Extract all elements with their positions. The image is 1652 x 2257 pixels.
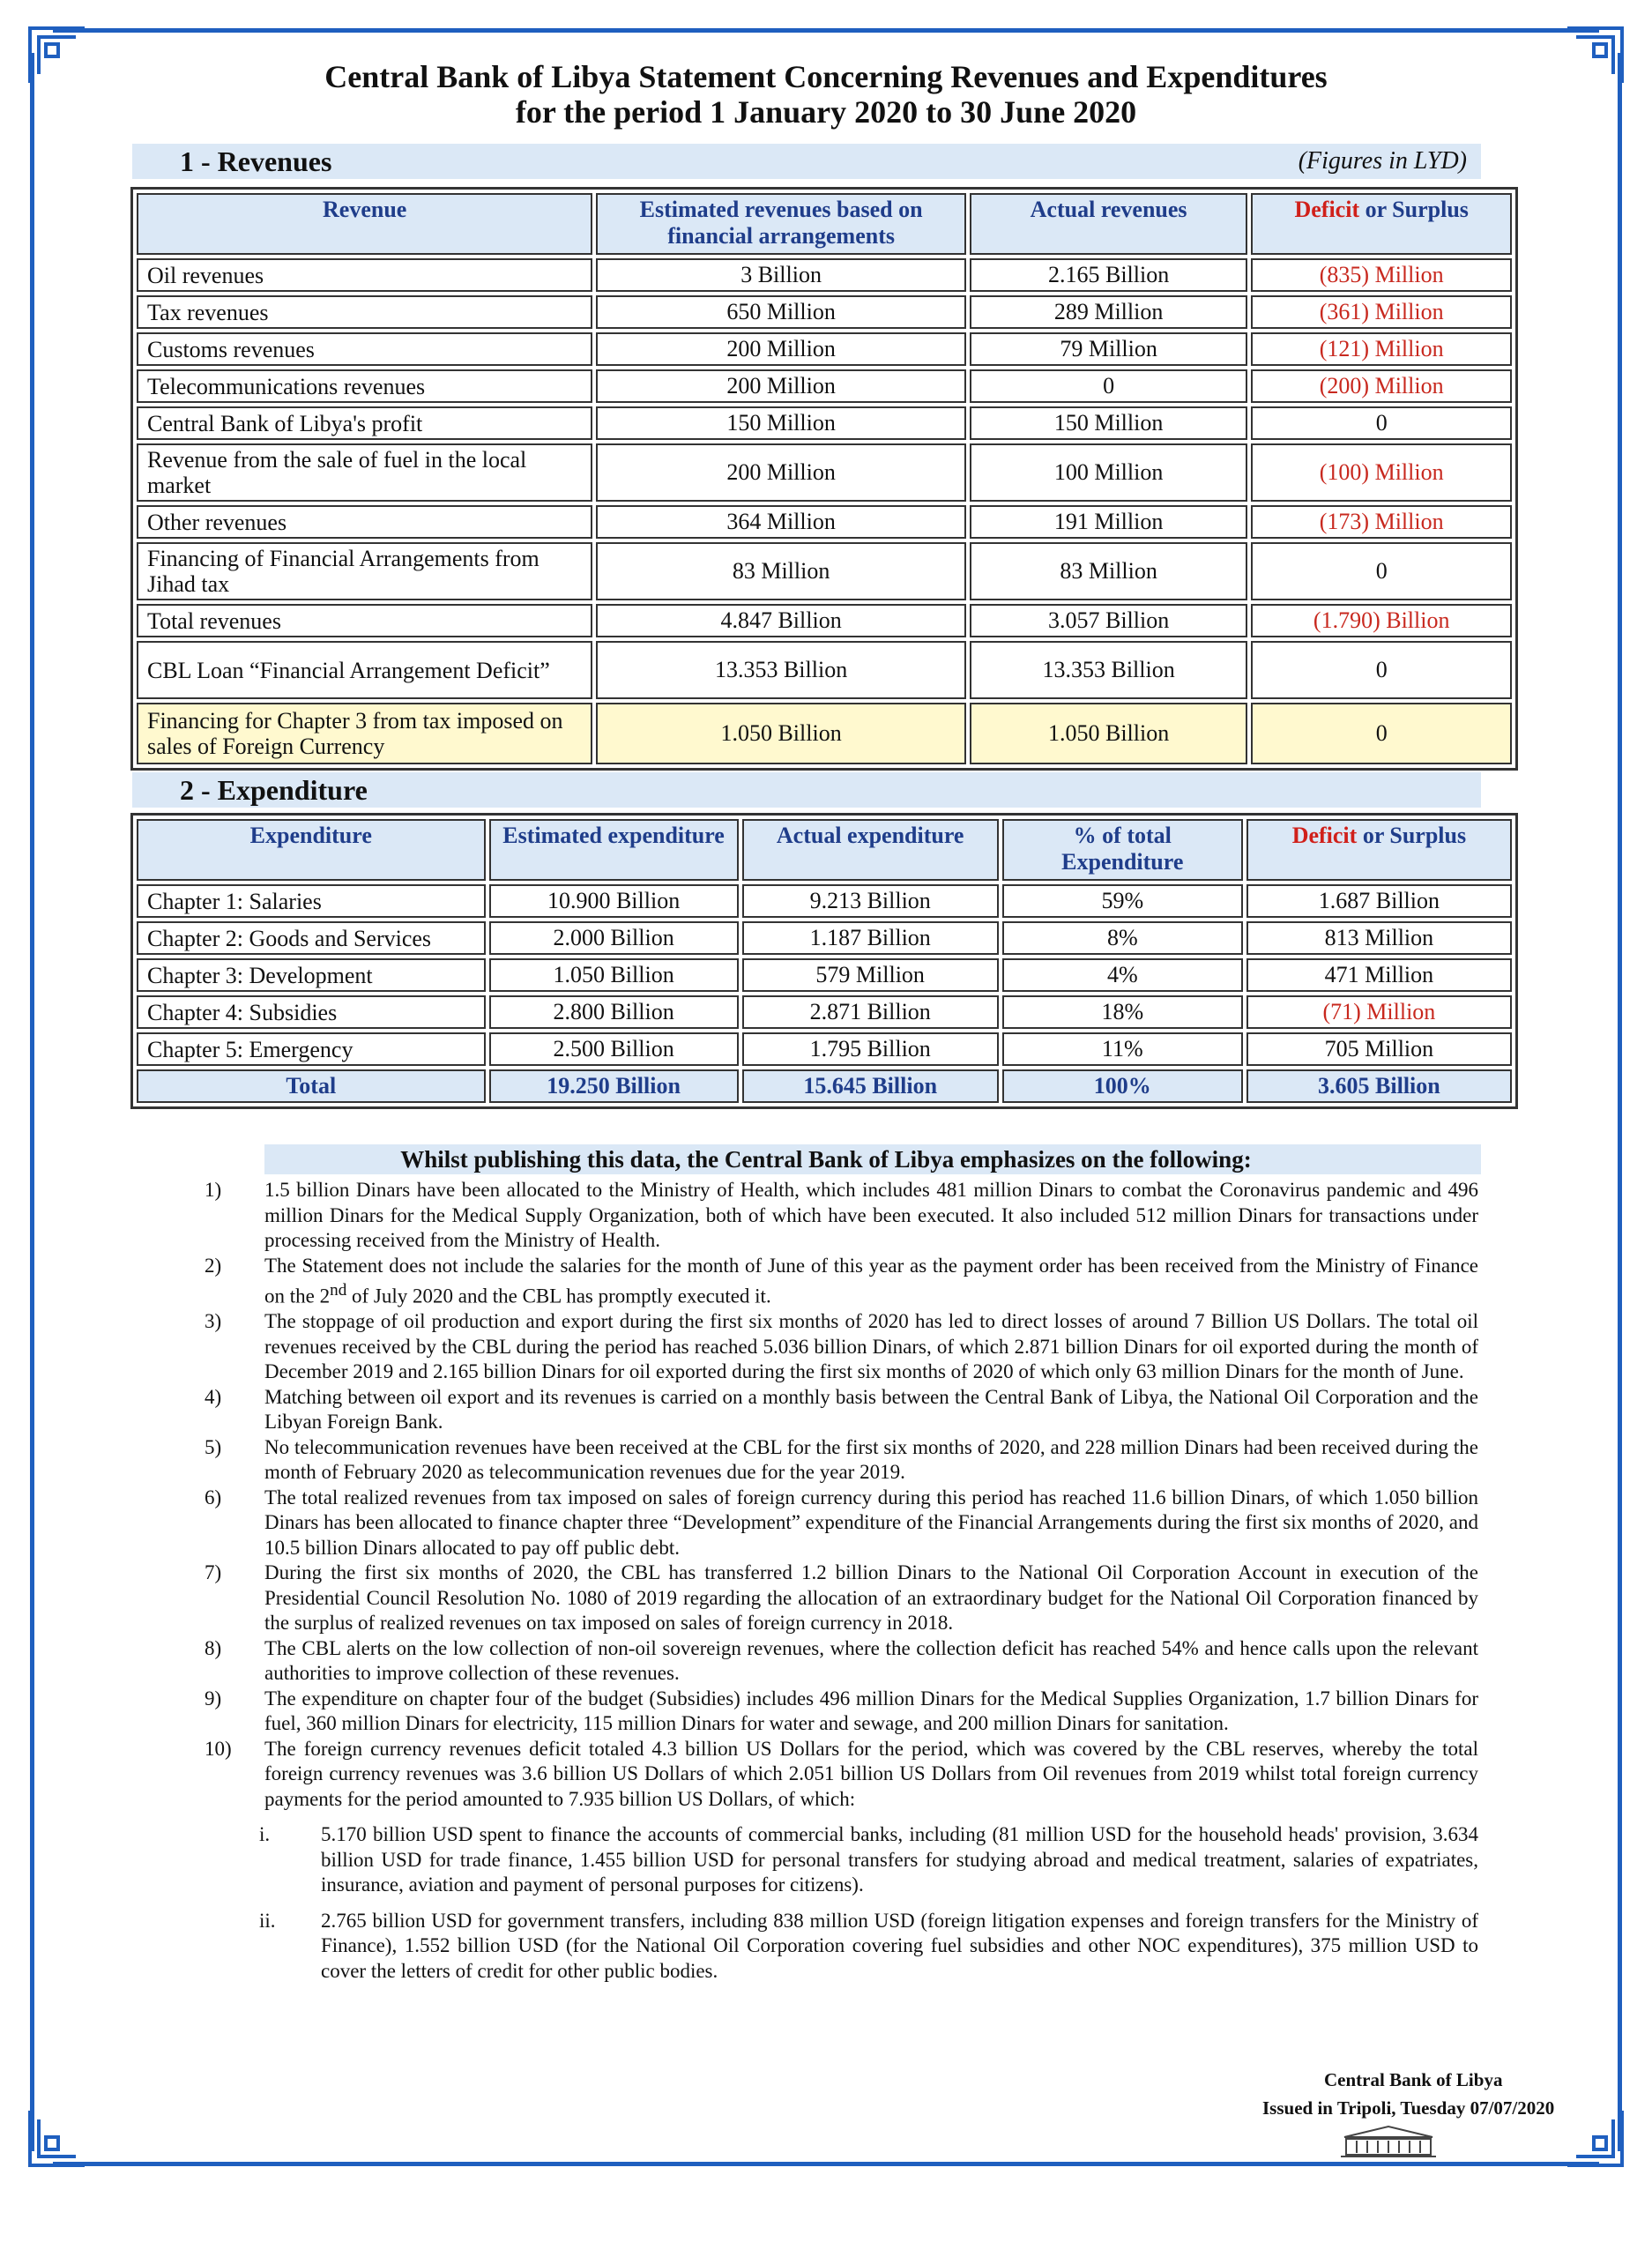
pct-total-value: 4% [1002,958,1243,992]
note-number: 4) [205,1385,222,1408]
expenditure-label: Chapter 4: Subsidies [137,995,486,1029]
note-text: The expenditure on chapter four of the budget (Subsidies) includes 496 million Dinars for the Medical Supplies Organization, 1.7 billion Dinars for fuel, 360 million Dinars for electricity, 115 million Dinars for water and sewage, and 200 million Dinars for sanitation. [264,1687,1478,1735]
document-title: Central Bank of Libya Statement Concerning Revenues and Expenditures [324,59,1328,94]
revenue-label: CBL Loan “Financial Arrangement Deficit” [137,641,592,699]
deficit-surplus-value: (71) Million [1246,995,1512,1029]
actual-expenditure-header: Actual expenditure [742,819,999,881]
expenditure-row [137,1032,1512,1066]
note-text: 1.5 billion Dinars have been allocated to the Ministry of Health, which includes 481 million Dinars to combat the Coronavirus pandemic and 496 million Dinars for the Medical Supply Organization, both of which have been executed. It also included 512 million Dinars for transactions under processing received from the Ministry of Health. [264,1179,1478,1251]
deficit-surplus-value: (1.790) Billion [1251,604,1512,637]
revenue-label: Customs revenues [137,332,592,366]
total-estimated-value: 19.250 Billion [489,1069,739,1103]
estimated-expenditure-value: 1.050 Billion [489,958,739,992]
actual-revenue-value: 3.057 Billion [970,604,1248,637]
pct-total-value: 59% [1002,884,1243,918]
notes-list [205,1178,1478,1984]
estimated-expenditure-value: 2.500 Billion [489,1032,739,1066]
signature-issued: Issued in Tripoli, Tuesday 07/07/2020 [1262,2097,1555,2119]
actual-revenue-value: 13.353 Billion [970,641,1248,699]
subnote-text: 2.765 billion USD for government transfers, including 838 million USD (foreign litigation expenses and foreign transfers for the Ministry of Finance), 1.552 billion USD (for the National Oil Corporation covering fuel subsidies and other NOC expenditures), 375 million USD to cover the letters of credit for other public bodies. [321,1909,1478,1982]
expenditure-section-title: 2 - Expenditure [180,774,368,806]
total-actual-value: 15.645 Billion [742,1069,999,1103]
frame-border-top [53,28,1599,33]
estimated-revenue-value: 200 Million [596,369,965,403]
revenue-label: Total revenues [137,604,592,637]
signature-bank: Central Bank of Libya [1324,2069,1503,2090]
actual-revenue-value: 83 Million [970,542,1248,600]
estimated-revenue-value: 83 Million [596,542,965,600]
revenue-label: Other revenues [137,505,592,539]
subnote-item [259,1909,1478,1985]
subnote-item [259,1822,1478,1898]
estimated-expenditure-value: 2.800 Billion [489,995,739,1029]
emphasis-title: Whilst publishing this data, the Central Bank of Libya emphasizes on the following: [400,1146,1252,1173]
actual-revenue-value: 0 [970,369,1248,403]
frame-border-bottom [53,2162,1599,2166]
actual-revenue-value: 100 Million [970,443,1248,502]
deficit-surplus-value: 471 Million [1246,958,1512,992]
note-text: During the first six months of 2020, the CBL has transferred 1.2 billion Dinars to the National Oil Corporation Account in execution of the Presidential Council Resolution No. 1080 of 2019 regarding the allocation of an extraordinary budget for the National Oil Corporation financed by the surplus of realized revenues on tax imposed on sales of foreign currency in 2018. [264,1561,1478,1635]
estimated-expenditure-value: 10.900 Billion [489,884,739,918]
deficit-surplus-value: (100) Million [1251,443,1512,502]
estimated-revenue-value: 4.847 Billion [596,604,965,637]
actual-revenues-header: Actual revenues [970,193,1248,255]
deficit-surplus-header: Deficit or Surplus [1246,819,1512,881]
revenue-label: Central Bank of Libya's profit [137,406,592,440]
note-item [205,1254,1478,1310]
actual-revenue-value: 150 Million [970,406,1248,440]
pct-total-value: 11% [1002,1032,1243,1066]
estimated-revenue-value: 13.353 Billion [596,641,965,699]
estimated-revenues-header: Estimated revenues based on financial arrangements [596,193,965,255]
note-text: The foreign currency revenues deficit totaled 4.3 billion US Dollars for the period, which was covered by the CBL reserves, whereby the total foreign currency revenues was 3.6 billion US Dollars of which 2.051 billion US Dollars from Oil revenues from 2019 whilst total foreign currency payments for the period amounted to 7.935 billion US Dollars, of which: [264,1737,1478,1810]
note-number: 9) [205,1687,222,1710]
note-text-superscript: nd [330,1281,347,1300]
note-number: 3) [205,1310,222,1333]
note-number: 7) [205,1561,222,1584]
revenue-row [137,505,1512,539]
estimated-revenue-value: 3 Billion [596,258,965,292]
expenditure-label: Chapter 2: Goods and Services [137,921,486,955]
note-number: 5) [205,1435,222,1458]
note-item [205,1561,1478,1636]
actual-revenue-value: 1.050 Billion [970,703,1248,764]
revenue-label: Financing of Financial Arrangements from Jihad tax [137,542,592,600]
actual-revenue-value: 79 Million [970,332,1248,366]
actual-expenditure-value: 2.871 Billion [742,995,999,1029]
revenues-table [130,187,1518,771]
expenditure-total-row [137,1069,1512,1103]
frame-border-right [1618,53,1622,2151]
subnote-number: ii. [259,1909,276,1932]
deficit-surplus-header: Deficit or Surplus [1251,193,1512,255]
actual-revenue-value: 289 Million [970,295,1248,329]
estimated-expenditure-value: 2.000 Billion [489,921,739,955]
note-item [205,1636,1478,1687]
deficit-surplus-value: 705 Million [1246,1032,1512,1066]
deficit-surplus-value: (121) Million [1251,332,1512,366]
revenue-label: Financing for Chapter 3 from tax imposed on sales of Foreign Currency [137,703,592,764]
deficit-surplus-value: 0 [1251,641,1512,699]
expenditure-table [130,813,1518,1109]
revenue-row [137,604,1512,637]
revenue-row [137,406,1512,440]
note-item [205,1385,1478,1435]
revenue-label: Telecommunications revenues [137,369,592,403]
revenue-row [137,258,1512,292]
note-text-part: The Statement does not include the salaries for the month of June of this year as the payment order has been received from the Ministry of Finance on the 2 [264,1254,1478,1307]
expenditure-row [137,884,1512,918]
actual-expenditure-value: 1.187 Billion [742,921,999,955]
pct-total-value: 8% [1002,921,1243,955]
estimated-revenue-value: 150 Million [596,406,965,440]
total-label-value: Total [137,1069,486,1103]
revenue-row [137,703,1512,764]
note-text [264,1254,1478,1310]
revenue-row [137,332,1512,366]
estimated-revenue-value: 200 Million [596,443,965,502]
revenue-row [137,369,1512,403]
note-item [205,1178,1478,1254]
deficit-surplus-value: (173) Million [1251,505,1512,539]
note-number: 1) [205,1179,222,1201]
bank-building-stamp-icon [1336,2125,1441,2160]
revenue-row [137,443,1512,502]
deficit-surplus-value: (835) Million [1251,258,1512,292]
deficit-surplus-value: (200) Million [1251,369,1512,403]
pct-total-expenditure-header: % of total Expenditure [1002,819,1243,881]
note-number: 6) [205,1486,222,1508]
revenue-header: Revenue [137,193,592,255]
revenue-row [137,295,1512,329]
subnote-text: 5.170 billion USD spent to finance the accounts of commercial banks, including (81 million USD for the household heads' provision, 3.634 billion USD for trade finance, 1.455 billion USD for personal transfers for studying abroad and medical treatment, salaries of expatriates, insurance, aviation and payment of personal purposes for citizens). [321,1823,1478,1896]
revenue-label: Revenue from the sale of fuel in the local market [137,443,592,502]
deficit-surplus-value: 813 Million [1246,921,1512,955]
revenues-section-bar [132,144,1481,179]
note-text: Matching between oil export and its revenues is carried on a monthly basis between the Central Bank of Libya, the National Oil Corporation and the Libyan Foreign Bank. [264,1385,1478,1434]
deficit-surplus-value: 0 [1251,406,1512,440]
total-pct-value: 100% [1002,1069,1243,1103]
estimated-revenue-value: 364 Million [596,505,965,539]
note-number: 8) [205,1636,222,1659]
expenditure-label: Chapter 1: Salaries [137,884,486,918]
deficit-surplus-value: 0 [1251,703,1512,764]
actual-expenditure-value: 1.795 Billion [742,1032,999,1066]
deficit-surplus-value: 0 [1251,542,1512,600]
document-subtitle: for the period 1 January 2020 to 30 June 2020 [515,94,1137,130]
expenditure-row [137,958,1512,992]
note-text: The stoppage of oil production and export during the first six months of 2020 has led to direct losses of around 7 Billion US Dollars. The total oil revenues received by the CBL during the period has reached 5.036 billion Dinars, of which 2.871 billion Dinars for oil exported during the month of December 2019 and 2.165 billion Dinars for oil exported during the first six months of 2020 of which only 63 million Dinars for the month of June. [264,1310,1478,1383]
note-text: The CBL alerts on the low collection of non-oil sovereign revenues, where the collection deficit has reached 54% and hence calls upon the relevant authorities to improve collection of these revenues. [264,1636,1478,1685]
actual-revenue-value: 2.165 Billion [970,258,1248,292]
frame-border-left [30,53,34,2151]
figures-note: (Figures in LYD) [1298,147,1467,175]
deficit-surplus-value: (361) Million [1251,295,1512,329]
revenues-section-title: 1 - Revenues [180,145,332,177]
expenditure-label: Chapter 5: Emergency [137,1032,486,1066]
total-diff-value: 3.605 Billion [1246,1069,1512,1103]
note-item [205,1737,1478,1813]
subnote-number: i. [259,1823,271,1846]
actual-expenditure-value: 9.213 Billion [742,884,999,918]
expenditure-header: Expenditure [137,819,486,881]
note-item [205,1687,1478,1737]
estimated-expenditure-header: Estimated expenditure [489,819,739,881]
deficit-surplus-value: 1.687 Billion [1246,884,1512,918]
note-item [205,1309,1478,1385]
note-number: 10) [205,1737,232,1760]
pct-total-value: 18% [1002,995,1243,1029]
note-number: 2) [205,1254,222,1277]
expenditure-label: Chapter 3: Development [137,958,486,992]
revenue-label: Oil revenues [137,258,592,292]
corner-ornament-icon [1564,2107,1626,2169]
corner-ornament-icon [26,2107,88,2169]
estimated-revenue-value: 200 Million [596,332,965,366]
revenue-row [137,641,1512,699]
estimated-revenue-value: 650 Million [596,295,965,329]
revenue-label: Tax revenues [137,295,592,329]
estimated-revenue-value: 1.050 Billion [596,703,965,764]
actual-revenue-value: 191 Million [970,505,1248,539]
note-item [205,1486,1478,1561]
note-item [205,1435,1478,1486]
note-text-part: of July 2020 and the CBL has promptly executed it. [346,1285,771,1307]
expenditure-row [137,995,1512,1029]
expenditure-row [137,921,1512,955]
actual-expenditure-value: 579 Million [742,958,999,992]
revenue-row [137,542,1512,600]
note-text: No telecommunication revenues have been received at the CBL for the first six months of 2020, and 228 million Dinars had been received during the month of February 2020 as telecommunication revenues due for the year 2019. [264,1435,1478,1484]
note-text: The total realized revenues from tax imposed on sales of foreign currency during this period has reached 11.6 billion Dinars, of which 1.050 billion Dinars has been allocated to finance chapter three “Development” expenditure of the Financial Arrangements during the first six months of 2020, and 10.5 billion Dinars allocated to pay off public debt. [264,1486,1478,1559]
